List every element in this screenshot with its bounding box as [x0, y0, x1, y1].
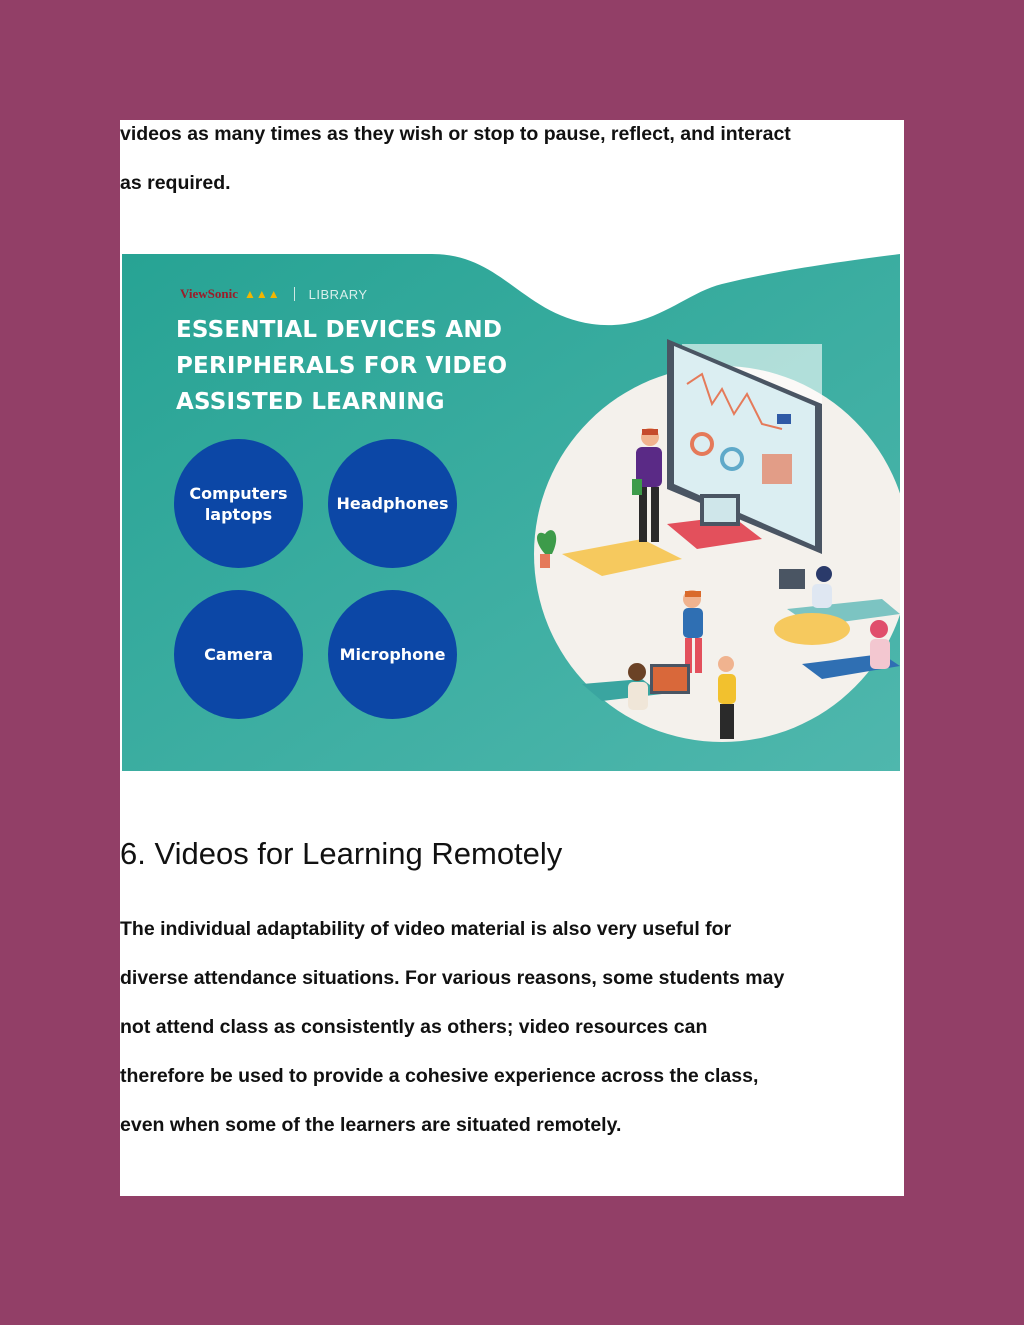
infographic-title — [176, 312, 507, 420]
device-headphones: Headphones — [328, 439, 457, 568]
birds-logo-icon: ▲▲▲ — [244, 286, 280, 301]
body-line: diverse attendance situations. For various reasons, some students may — [120, 967, 785, 989]
viewsonic-logo — [180, 286, 368, 302]
body-line: The individual adaptability of video material is also very useful for — [120, 918, 732, 940]
document-page — [120, 120, 904, 1196]
title-line: ESSENTIAL DEVICES AND — [176, 317, 503, 343]
device-microphone: Microphone — [328, 590, 457, 719]
logo-divider — [294, 287, 295, 301]
intro-line: as required. — [120, 172, 231, 194]
section-heading: 6. Videos for Learning Remotely — [120, 836, 563, 871]
infographic-image — [122, 254, 900, 771]
student-figure — [628, 663, 648, 710]
title-line: ASSISTED LEARNING — [176, 389, 445, 415]
library-label: LIBRARY — [308, 286, 368, 302]
body-line: therefore be used to provide a cohesive experience across the class, — [120, 1065, 759, 1087]
body-line: not attend class as consistently as others; video resources can — [120, 1016, 708, 1038]
device-computers-laptops: Computers laptops — [174, 439, 303, 568]
title-line: PERIPHERALS FOR VIDEO — [176, 353, 508, 379]
device-camera: Camera — [174, 590, 303, 719]
intro-line: videos as many times as they wish or stop to pause, reflect, and interact — [120, 123, 791, 145]
body-line: even when some of the learners are situated remotely. — [120, 1114, 622, 1136]
brand-name: ViewSonic — [180, 286, 239, 301]
section-paragraph — [120, 905, 904, 1150]
student-figure — [870, 620, 890, 669]
intro-paragraph — [120, 110, 904, 208]
